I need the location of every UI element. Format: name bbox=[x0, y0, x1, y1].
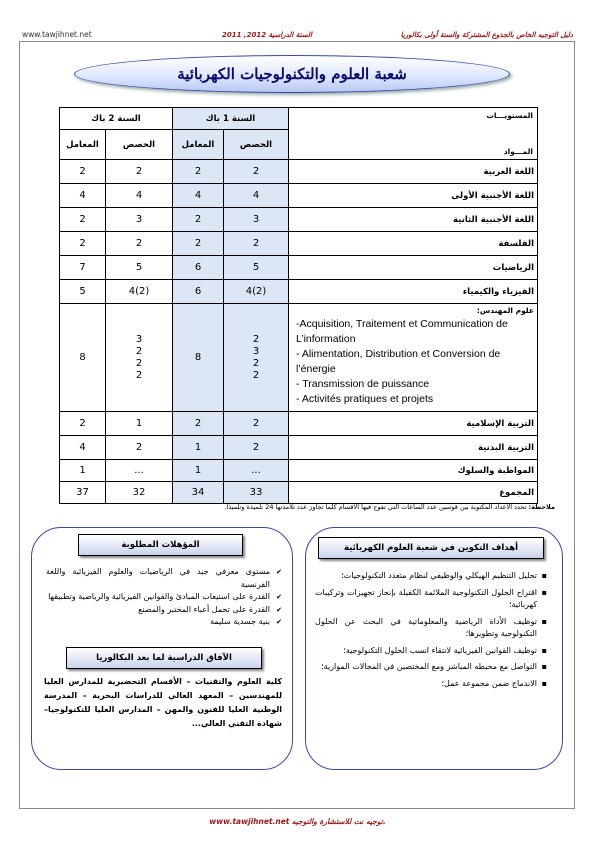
year2-header: السنة 2 باك bbox=[60, 108, 173, 130]
y2-coef-header: المعامل bbox=[60, 130, 106, 160]
year1-header: السنة 1 باك bbox=[173, 108, 289, 130]
list-item: ▪ توظيف الأداة الرياضية والمعلوماتية في البحث عن الحلول التكنولوجية وتطويرها؛ bbox=[315, 616, 547, 641]
y2-hours-value: 3 bbox=[135, 333, 143, 345]
y1-hours-cell: 2 bbox=[224, 232, 289, 256]
engineering-module: -Acquisition, Traitement et Communication de L’information bbox=[296, 318, 508, 345]
y2-coef-cell: 7 bbox=[60, 256, 106, 280]
y2-hours-cell: 2 bbox=[106, 160, 173, 184]
y1-coef-cell: 4 bbox=[173, 184, 224, 208]
list-item: ✔ مستوى معرفي جيد في الرياضيات والعلوم الفيزيائية واللغة الفرنسية bbox=[46, 566, 282, 591]
y2-hours-stack bbox=[106, 304, 173, 412]
corner-cell bbox=[289, 108, 538, 160]
table-row bbox=[60, 460, 538, 482]
subject-cell: اللغة العربية bbox=[289, 160, 538, 184]
y2-hours-cell: 1 bbox=[106, 412, 173, 436]
y1-hours-cell: 4(2) bbox=[224, 280, 289, 304]
y1-coef-header: المعامل bbox=[173, 130, 224, 160]
y2-hours-cell: ... bbox=[106, 460, 173, 482]
list-item: ▪ التواصل مع محيطه المباشر ومع المختصين في المجالات الموازية؛ bbox=[315, 661, 547, 674]
table-row bbox=[60, 280, 538, 304]
y1-coef-cell: 2 bbox=[173, 208, 224, 232]
y1-hours-cell: 2 bbox=[224, 436, 289, 460]
subject-cell: اللغة الأجنبية الأولى bbox=[289, 184, 538, 208]
y2-coef-cell: 8 bbox=[60, 304, 106, 412]
table-row bbox=[60, 184, 538, 208]
y2-coef-cell: 2 bbox=[60, 412, 106, 436]
list-item: ▪ توظيف القوانين الفيزيائية لانتقاء انسب الحلول التكنولوجية؛ bbox=[315, 645, 547, 658]
y1-hours-value: 3 bbox=[252, 345, 260, 357]
y2-hours-cell: 2 bbox=[106, 232, 173, 256]
y1-coef-cell: 8 bbox=[173, 304, 224, 412]
y1-coef-cell: 6 bbox=[173, 256, 224, 280]
page-footer bbox=[0, 817, 595, 826]
table-row bbox=[60, 232, 538, 256]
y2-coef-cell: 5 bbox=[60, 280, 106, 304]
y2-hours-cell: 4(2) bbox=[106, 280, 173, 304]
subject-cell: اللغة الأجنبية الثانية bbox=[289, 208, 538, 232]
objectives-title-bar bbox=[318, 537, 544, 559]
engineering-title: علوم المهندس: bbox=[476, 306, 534, 315]
table-row bbox=[60, 436, 538, 460]
y1-hours-value: 2 bbox=[252, 369, 260, 381]
y2-hours-cell: 4 bbox=[106, 184, 173, 208]
prospects-title: الآفاق الدراسية لما بعد البكالوريا bbox=[96, 653, 232, 663]
qualifications-list bbox=[46, 566, 282, 629]
y1-coef-cell: 2 bbox=[173, 160, 224, 184]
header-url[interactable]: www.tawjihnet.net bbox=[22, 30, 92, 39]
subject-cell: المواظبة والسلوك bbox=[289, 460, 538, 482]
y2-coef-cell: 4 bbox=[60, 436, 106, 460]
y2-hours-value: 2 bbox=[135, 369, 143, 381]
y1-coef-total: 34 bbox=[173, 482, 224, 504]
y2-hours-total: 32 bbox=[106, 482, 173, 504]
y1-coef-cell: 1 bbox=[173, 460, 224, 482]
y1-coef-cell: 6 bbox=[173, 280, 224, 304]
subjects-table bbox=[59, 107, 538, 504]
list-item: ✔ القدرة على استيعاب المبادئ والقوانين الفيزيائية والرياضية وتطبيقها bbox=[46, 591, 282, 604]
y2-coef-cell: 4 bbox=[60, 184, 106, 208]
subject-cell: التربية الإسلامية bbox=[289, 412, 538, 436]
qualifications-title: المؤهلات المطلوبة bbox=[121, 540, 200, 550]
engineering-row bbox=[60, 304, 538, 412]
levels-label: المستويـــات bbox=[486, 111, 533, 120]
table-note bbox=[40, 503, 555, 511]
table-row bbox=[60, 160, 538, 184]
y1-hours-header: الحصص bbox=[224, 130, 289, 160]
y1-hours-cell: 4 bbox=[224, 184, 289, 208]
y2-coef-cell: 2 bbox=[60, 208, 106, 232]
table-row bbox=[60, 256, 538, 280]
y2-hours-cell: 2 bbox=[106, 436, 173, 460]
footer-text: توجيه نت للاستشارة والتوجيه. bbox=[291, 817, 386, 826]
list-item: ▪ الاندماج ضمن مجموعة عمل؛ bbox=[315, 678, 547, 691]
prospects-text: كلية العلوم والتقنيات – الأقسام التحضيرية للمدارس العليا للمهندسين – المعهد العالي للدراسات البحرية – المدرسة الوطنية العليا للفنون والمهن – المدارس العليا للتكنولوجيا– شهادة التقني العالي... bbox=[44, 677, 282, 728]
y1-hours-cell: ... bbox=[224, 460, 289, 482]
subject-cell: الفلسفة bbox=[289, 232, 538, 256]
y1-hours-value: 2 bbox=[252, 333, 260, 345]
footer-url[interactable]: www.tawjihnet.net bbox=[209, 817, 290, 826]
total-row bbox=[60, 482, 538, 504]
table-row bbox=[60, 208, 538, 232]
subject-cell: الفيزياء والكيمياء bbox=[289, 280, 538, 304]
engineering-modules bbox=[292, 315, 534, 409]
engineering-module: - Transmission de puissance bbox=[296, 378, 430, 390]
engineering-subject-cell bbox=[289, 304, 538, 412]
y1-coef-cell: 2 bbox=[173, 412, 224, 436]
objectives-title: أهداف التكوين في شعبة العلوم الكهربائية bbox=[343, 543, 518, 553]
y2-hours-value: 2 bbox=[135, 345, 143, 357]
y2-hours-cell: 3 bbox=[106, 208, 173, 232]
header-title: دليل التوجيه الخاص بالجذوع المشتركة والسنة أولى بكالوريا bbox=[400, 31, 573, 39]
note-text: تحدد الأعداد المكتوبة بين قوسين عدد الساعات التي تفوج فيها الأقسام كلما تجاوز عدد تلامذتها 24 تلميذة وتلميذا. bbox=[224, 503, 527, 511]
y1-hours-stack bbox=[224, 304, 289, 412]
y2-coef-cell: 2 bbox=[60, 232, 106, 256]
subjects-label: المـــواد bbox=[503, 147, 533, 156]
table-row bbox=[60, 412, 538, 436]
list-item: ✔ القدرة على تحمل أعباء المختبر والمصنع bbox=[46, 604, 282, 617]
note-label: ملاحظة: bbox=[528, 503, 555, 511]
subject-cell: الرياضيات bbox=[289, 256, 538, 280]
y1-hours-cell: 2 bbox=[224, 160, 289, 184]
page-title-banner bbox=[74, 55, 510, 93]
objectives-list bbox=[315, 570, 547, 694]
y1-coef-cell: 1 bbox=[173, 436, 224, 460]
qualifications-title-bar bbox=[78, 534, 243, 556]
y1-hours-value: 2 bbox=[252, 357, 260, 369]
page-title: شعبة العلوم والتكنولوجيات الكهربائية bbox=[177, 65, 407, 83]
subject-cell: التربية البدنية bbox=[289, 436, 538, 460]
y2-coef-total: 37 bbox=[60, 482, 106, 504]
list-item: ✔ بنية جسدية سليمة bbox=[46, 616, 282, 629]
prospects-title-bar bbox=[66, 647, 262, 669]
list-item: ▪ اقتراح الحلول التكنولوجية الملائمة الكفيلة بإنجاز تجهيزات وتركيبات كهربائية؛ bbox=[315, 587, 547, 612]
y1-coef-cell: 2 bbox=[173, 232, 224, 256]
y2-hours-header: الحصص bbox=[106, 130, 173, 160]
list-item: ▪ تحليل التنظيم الهيكلي والوظيفي لنظام متعدد التكنولوجيات؛ bbox=[315, 570, 547, 583]
y1-hours-cell: 2 bbox=[224, 412, 289, 436]
y2-coef-cell: 2 bbox=[60, 160, 106, 184]
engineering-module: - Activités pratiques et projets bbox=[296, 393, 434, 405]
y1-hours-cell: 3 bbox=[224, 208, 289, 232]
y1-hours-total: 33 bbox=[224, 482, 289, 504]
engineering-module: - Alimentation, Distribution et Conversion de l’énergie bbox=[296, 348, 501, 375]
y2-coef-cell: 1 bbox=[60, 460, 106, 482]
y2-hours-value: 2 bbox=[135, 357, 143, 369]
y2-hours-cell: 5 bbox=[106, 256, 173, 280]
total-label: المجموع bbox=[289, 482, 538, 504]
y1-hours-cell: 5 bbox=[224, 256, 289, 280]
header-year: السنة الدراسية 2012, 2011 bbox=[222, 31, 312, 39]
